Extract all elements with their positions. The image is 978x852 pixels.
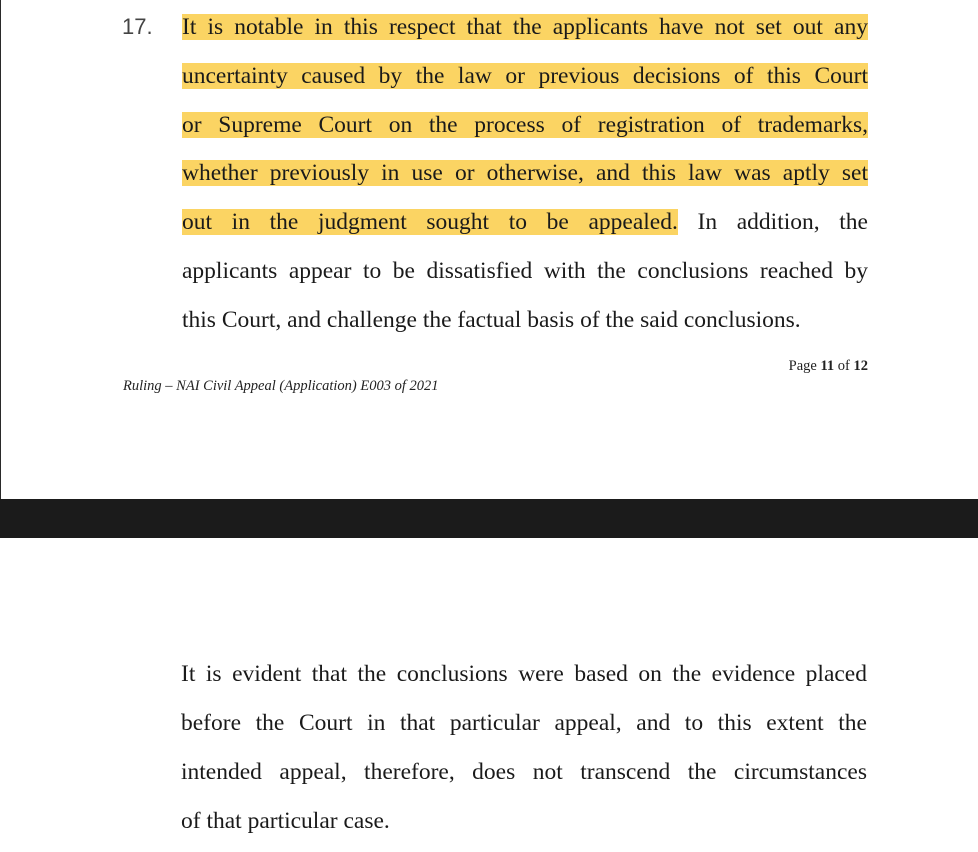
paragraph-number: 17. [122,14,153,39]
highlighted-text: or Supreme Court on the process of registration of trademarks, [182,112,868,138]
plain-text: this Court, and challenge the factual basis of the said conclusions. [182,307,801,333]
page-number: Page 11 of 12 [788,358,868,374]
paragraph-line: It is evident that the conclusions were based on the evidence placed [181,661,867,687]
paragraph-line [182,158,868,188]
highlighted-text: whether previously in use or otherwise, and this law was aptly set [182,160,868,186]
document-footer: Ruling – NAI Civil Appeal (Application) E003 of 2021 [123,378,439,394]
paragraph-line [182,12,868,42]
plain-text: applicants appear to be dissatisfied with the conclusions reached by [182,258,868,284]
paragraph-line [182,110,868,140]
paragraph-line [182,305,868,335]
paragraph-line [182,207,868,237]
highlighted-text: out in the judgment sought to be appealed. [182,209,678,235]
plain-text: In addition, the [677,209,868,235]
paragraph-line [182,256,868,286]
paragraph-line: before the Court in that particular appeal, and to this extent the [181,710,867,736]
page-separator [0,499,978,538]
paragraph-line: intended appeal, therefore, does not transcend the circumstances [181,759,867,785]
paragraph-line [182,61,868,91]
highlighted-text: It is notable in this respect that the applicants have not set out any [182,14,868,40]
highlighted-text: uncertainty caused by the law or previous decisions of this Court [182,63,868,89]
paragraph-line: of that particular case. [181,808,390,834]
document-page-12 [0,538,978,852]
